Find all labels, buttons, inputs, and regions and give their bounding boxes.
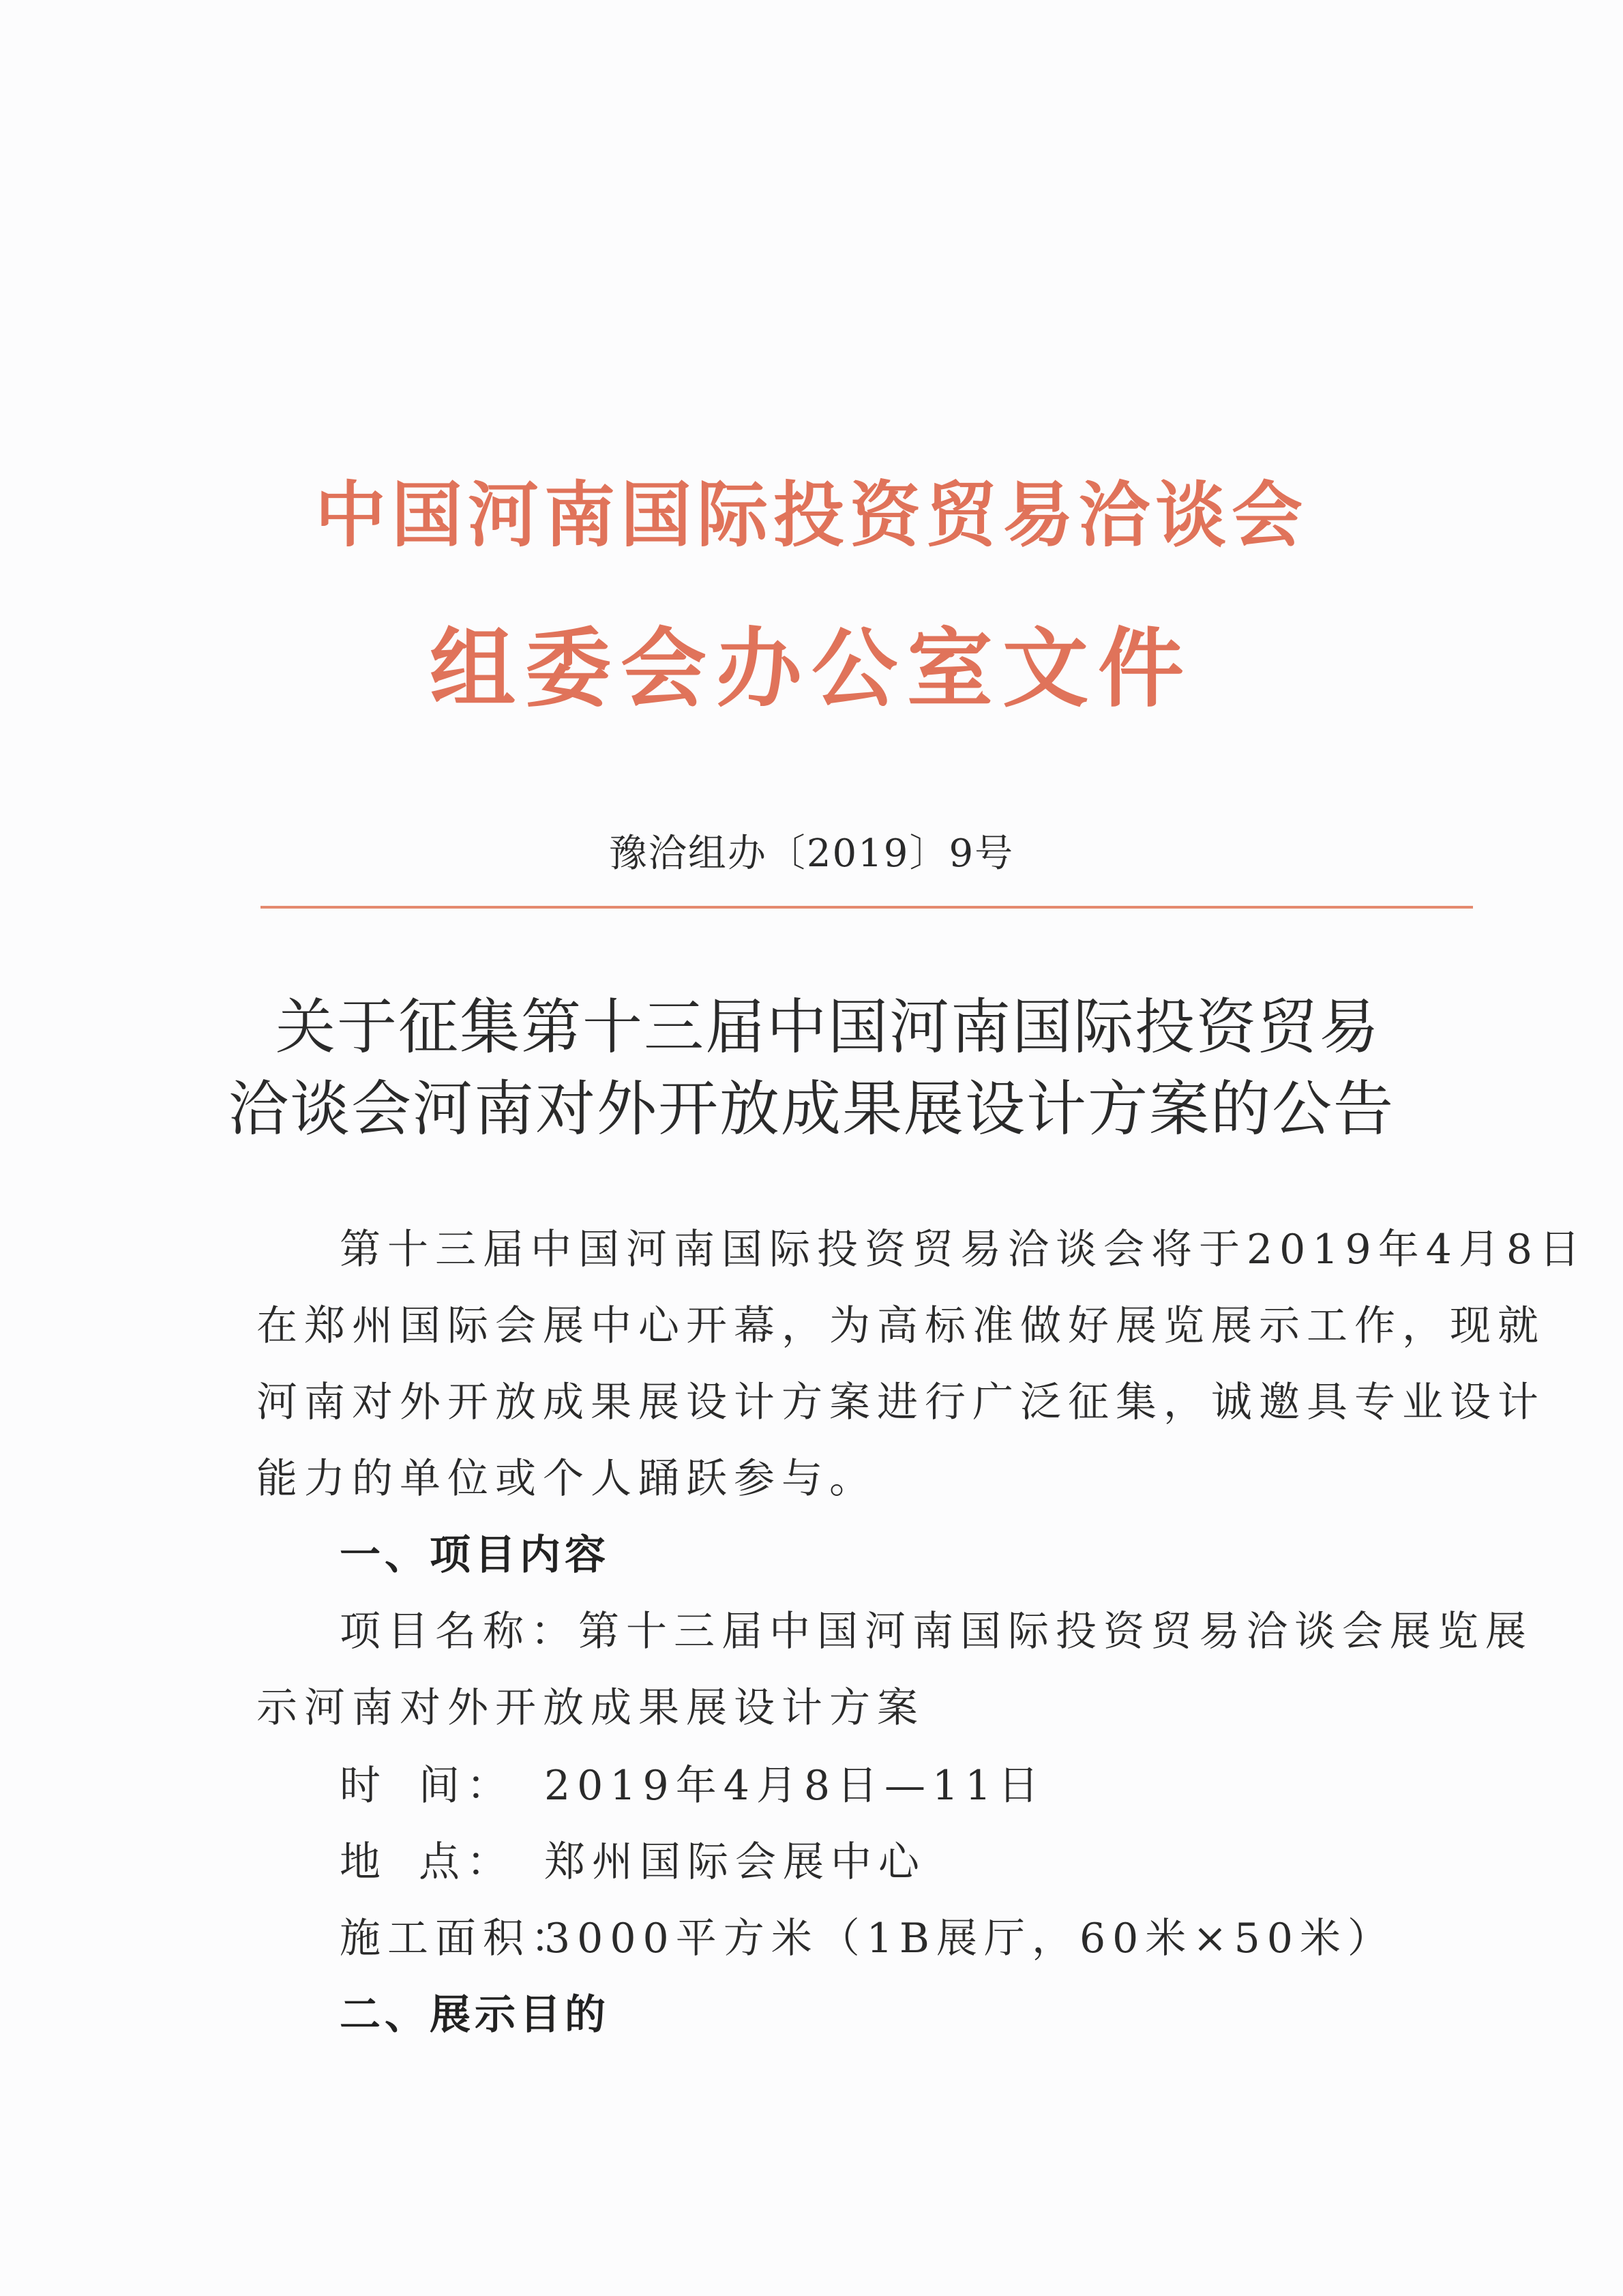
section-heading-display-purpose: 二、展示目的: [340, 1991, 610, 2039]
document-title-line2: 洽谈会河南对外开放成果展设计方案的公告: [228, 1074, 1395, 1144]
project-name-line1: 项目名称：第十三届中国河南国际投资贸易洽谈会展览展: [340, 1608, 1533, 1655]
project-place-value: 郑州国际会展中心: [544, 1838, 926, 1886]
project-area-row: [340, 1911, 1438, 1966]
project-place-row: [340, 1835, 1438, 1889]
time-label-char1: 时: [340, 1762, 387, 1810]
project-name-line2: 示河南对外开放成果展设计方案: [256, 1684, 925, 1732]
project-area-value: 3000平方米（1B展厅，60米×50米）: [544, 1915, 1395, 1962]
document-title-line1: 关于征集第十三届中国河南国际投资贸易: [275, 992, 1380, 1062]
intro-paragraph-line1: 第十三届中国河南国际投资贸易洽谈会将于2019年4月8日: [340, 1226, 1588, 1274]
project-time-label: [340, 1758, 514, 1813]
red-separator-line: [260, 906, 1473, 909]
project-area-label: 施工面积：: [340, 1915, 578, 1962]
project-time-value: 2019年4月8日—11日: [544, 1762, 1046, 1810]
issuer-header-line1: 中国河南国际投资贸易洽谈会: [314, 473, 1308, 557]
issuer-header-line2: 组委会办公室文件: [430, 618, 1193, 719]
section-heading-project-content: 一、项目内容: [340, 1531, 610, 1579]
document-number: 豫洽组办〔2019〕9号: [608, 831, 1015, 876]
time-label-char2: 间：: [419, 1762, 514, 1810]
intro-paragraph-line2: 在郑州国际会展中心开幕，为高标准做好展览展示工作，现就: [256, 1302, 1545, 1350]
intro-paragraph-line3: 河南对外开放成果展设计方案进行广泛征集，诚邀具专业设计: [256, 1379, 1545, 1426]
place-label-char1: 地: [340, 1838, 387, 1886]
project-time-row: [340, 1758, 1438, 1813]
place-label-char2: 点：: [419, 1838, 514, 1886]
intro-paragraph-line4: 能力的单位或个人踊跃参与。: [256, 1455, 877, 1503]
project-place-label: [340, 1835, 514, 1889]
